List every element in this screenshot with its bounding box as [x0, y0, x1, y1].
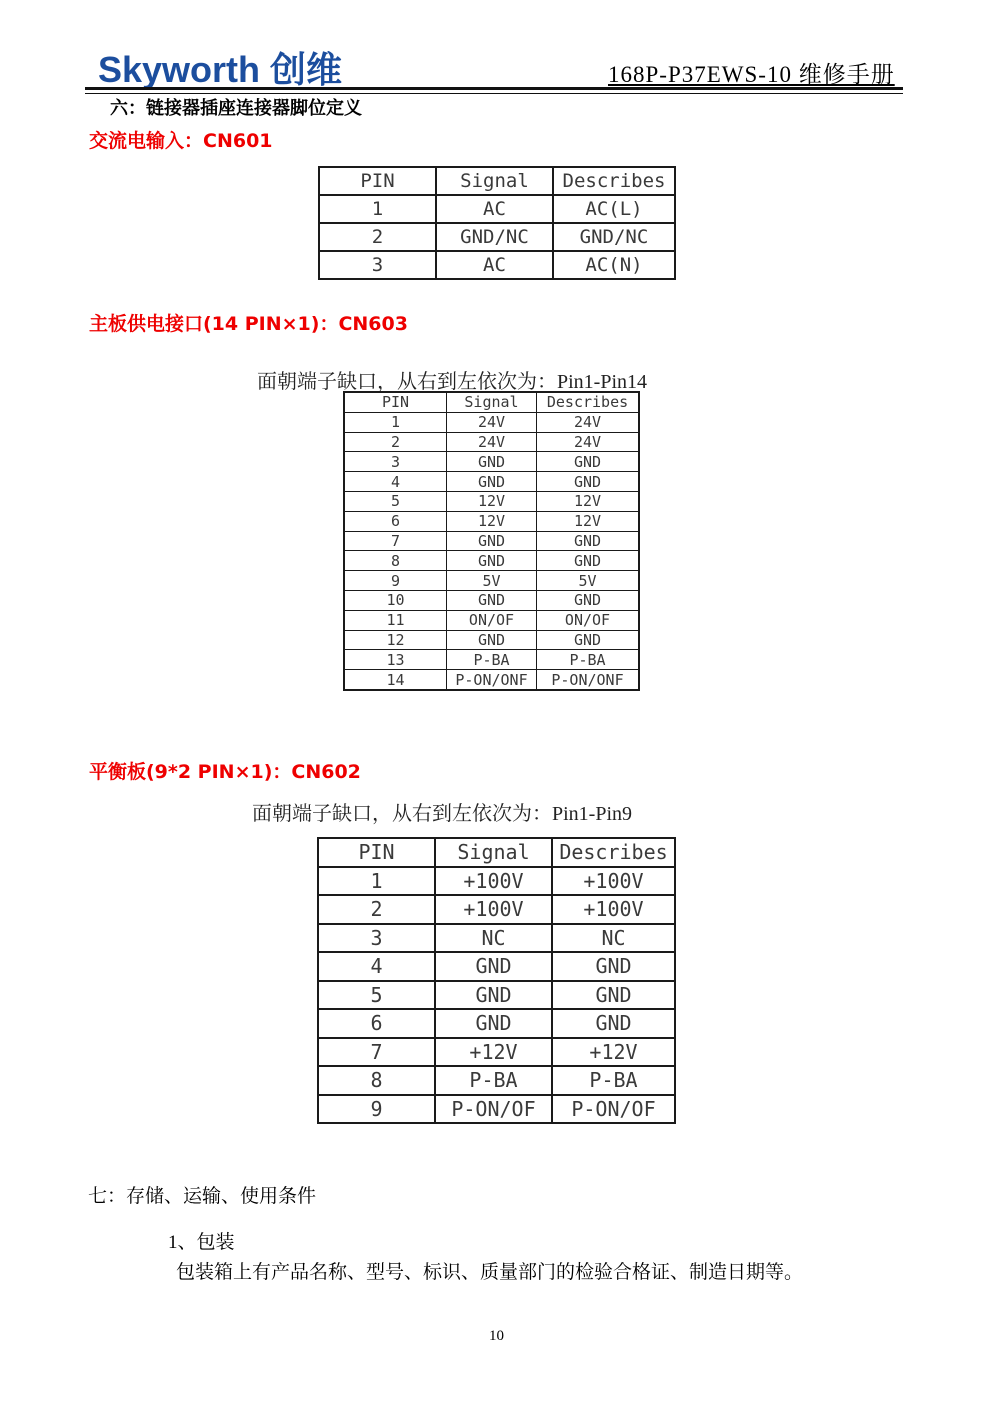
table-cell: 24V	[537, 432, 640, 452]
table-cell: P-BA	[447, 650, 537, 670]
table-row	[344, 412, 639, 432]
table-cell: 10	[344, 590, 447, 610]
header-row	[319, 167, 675, 195]
table-row	[318, 981, 675, 1010]
table-cell: 9	[318, 1095, 435, 1124]
table-row	[344, 491, 639, 511]
table-row	[344, 610, 639, 630]
table-cell: 6	[318, 1009, 435, 1038]
table-cell: GND	[537, 531, 640, 551]
table-cell: 14	[344, 670, 447, 690]
table-cell: P-BA	[552, 1066, 675, 1095]
table-row	[344, 571, 639, 591]
table-cell: 8	[318, 1066, 435, 1095]
table-row	[318, 1038, 675, 1067]
table-cell: GND/NC	[436, 223, 553, 251]
pin-table-cn603	[343, 391, 640, 691]
table-row	[318, 1066, 675, 1095]
connector-label-cn601: 交流电输入：CN601	[89, 130, 273, 152]
table-cell: GND	[447, 452, 537, 472]
table-cell: 6	[344, 511, 447, 531]
table-row	[319, 251, 675, 279]
table-cell: 2	[319, 223, 436, 251]
table-row	[344, 551, 639, 571]
table-cell: 2	[318, 895, 435, 924]
table-cell: 3	[344, 452, 447, 472]
column-header: Signal	[436, 167, 553, 195]
table-cell: P-BA	[537, 650, 640, 670]
table-cell: +12V	[552, 1038, 675, 1067]
table-cell: NC	[552, 924, 675, 953]
table-cell: P-ON/ONF	[447, 670, 537, 690]
table-cell: GND	[552, 1009, 675, 1038]
table-cell: GND	[435, 1009, 552, 1038]
column-header: Describes	[537, 392, 640, 412]
table-cell: GND	[447, 590, 537, 610]
table-cell: AC	[436, 195, 553, 223]
table-cell: 4	[318, 952, 435, 981]
pin-order-caption-cn603: 面朝端子缺口，从右到左依次为：Pin1-Pin14	[257, 371, 648, 393]
column-header: Describes	[552, 838, 675, 867]
table-cell: +100V	[552, 895, 675, 924]
table-cell: 1	[319, 195, 436, 223]
table-cell: P-ON/OF	[435, 1095, 552, 1124]
pin-table-cn601	[318, 166, 676, 280]
table-cell: GND	[552, 981, 675, 1010]
table-cell: 12V	[537, 511, 640, 531]
table-cell: 11	[344, 610, 447, 630]
table-cell: 2	[344, 432, 447, 452]
column-header: PIN	[319, 167, 436, 195]
table-cell: 12	[344, 630, 447, 650]
table-row	[318, 924, 675, 953]
table-cell: 5	[344, 491, 447, 511]
table-cell: GND	[447, 551, 537, 571]
table-cell: GND	[447, 630, 537, 650]
table-cell: 13	[344, 650, 447, 670]
table-cell: AC(L)	[553, 195, 675, 223]
table-cell: 5V	[537, 571, 640, 591]
pin-order-caption-cn602: 面朝端子缺口，从右到左依次为：Pin1-Pin9	[252, 803, 633, 825]
table-cell: +12V	[435, 1038, 552, 1067]
table-cell: 12V	[447, 491, 537, 511]
table-cell: NC	[435, 924, 552, 953]
table-cell: 3	[318, 924, 435, 953]
table-cell: GND	[537, 590, 640, 610]
pin-table-cn602	[317, 837, 676, 1124]
table-cell: GND	[537, 630, 640, 650]
table-cell: 7	[318, 1038, 435, 1067]
section-six-heading: 六：链接器插座连接器脚位定义	[110, 98, 362, 119]
table-row	[318, 1095, 675, 1124]
table-row	[344, 670, 639, 690]
table-row	[318, 952, 675, 981]
table-cell: GND	[447, 472, 537, 492]
table-row	[318, 1009, 675, 1038]
table-cell: P-ON/ONF	[537, 670, 640, 690]
table-cell: GND	[435, 952, 552, 981]
table-row	[319, 223, 675, 251]
table-cell: 12V	[537, 491, 640, 511]
table-row	[318, 867, 675, 896]
column-header: Describes	[553, 167, 675, 195]
table-cell: 5V	[447, 571, 537, 591]
table-cell: GND	[537, 472, 640, 492]
table-cell: GND	[537, 551, 640, 571]
table-cell: P-BA	[435, 1066, 552, 1095]
table-row	[344, 630, 639, 650]
table-cell: 9	[344, 571, 447, 591]
table-cell: 1	[318, 867, 435, 896]
column-header: PIN	[344, 392, 447, 412]
table-row	[344, 650, 639, 670]
table-cell: 1	[344, 412, 447, 432]
packaging-item: 1、包装	[168, 1232, 235, 1253]
table-cell: 4	[344, 472, 447, 492]
header-row	[344, 392, 639, 412]
table-cell: 24V	[447, 412, 537, 432]
table-cell: P-ON/OF	[552, 1095, 675, 1124]
table-row	[344, 432, 639, 452]
packaging-description: 包装箱上有产品名称、型号、标识、质量部门的检验合格证、制造日期等。	[176, 1262, 804, 1283]
column-header: Signal	[435, 838, 552, 867]
table-cell: 24V	[537, 412, 640, 432]
table-cell: AC	[436, 251, 553, 279]
table-cell: 7	[344, 531, 447, 551]
table-row	[344, 472, 639, 492]
table-cell: 8	[344, 551, 447, 571]
skyworth-logo: Skyworth 创维	[98, 49, 343, 90]
table-row	[318, 895, 675, 924]
table-cell: GND	[447, 531, 537, 551]
table-cell: 24V	[447, 432, 537, 452]
table-row	[344, 511, 639, 531]
table-cell: AC(N)	[553, 251, 675, 279]
header-row	[318, 838, 675, 867]
column-header: PIN	[318, 838, 435, 867]
table-row	[319, 195, 675, 223]
table-cell: 3	[319, 251, 436, 279]
table-cell: ON/OF	[447, 610, 537, 630]
table-cell: ON/OF	[537, 610, 640, 630]
table-cell: GND	[537, 452, 640, 472]
table-cell: GND	[435, 981, 552, 1010]
table-cell: GND/NC	[553, 223, 675, 251]
table-row	[344, 531, 639, 551]
doc-title: 168P-P37EWS-10 维修手册	[608, 62, 895, 87]
page-number: 10	[489, 1328, 504, 1344]
table-row	[344, 590, 639, 610]
table-cell: 12V	[447, 511, 537, 531]
table-cell: 5	[318, 981, 435, 1010]
table-cell: GND	[552, 952, 675, 981]
connector-label-cn602: 平衡板(9*2 PIN×1)：CN602	[89, 761, 361, 783]
table-cell: +100V	[435, 895, 552, 924]
column-header: Signal	[447, 392, 537, 412]
table-row	[344, 452, 639, 472]
connector-label-cn603: 主板供电接口(14 PIN×1)：CN603	[89, 313, 408, 335]
table-cell: +100V	[552, 867, 675, 896]
table-cell: +100V	[435, 867, 552, 896]
header-divider	[85, 87, 903, 94]
section-seven-heading: 七：存储、运输、使用条件	[88, 1186, 317, 1207]
